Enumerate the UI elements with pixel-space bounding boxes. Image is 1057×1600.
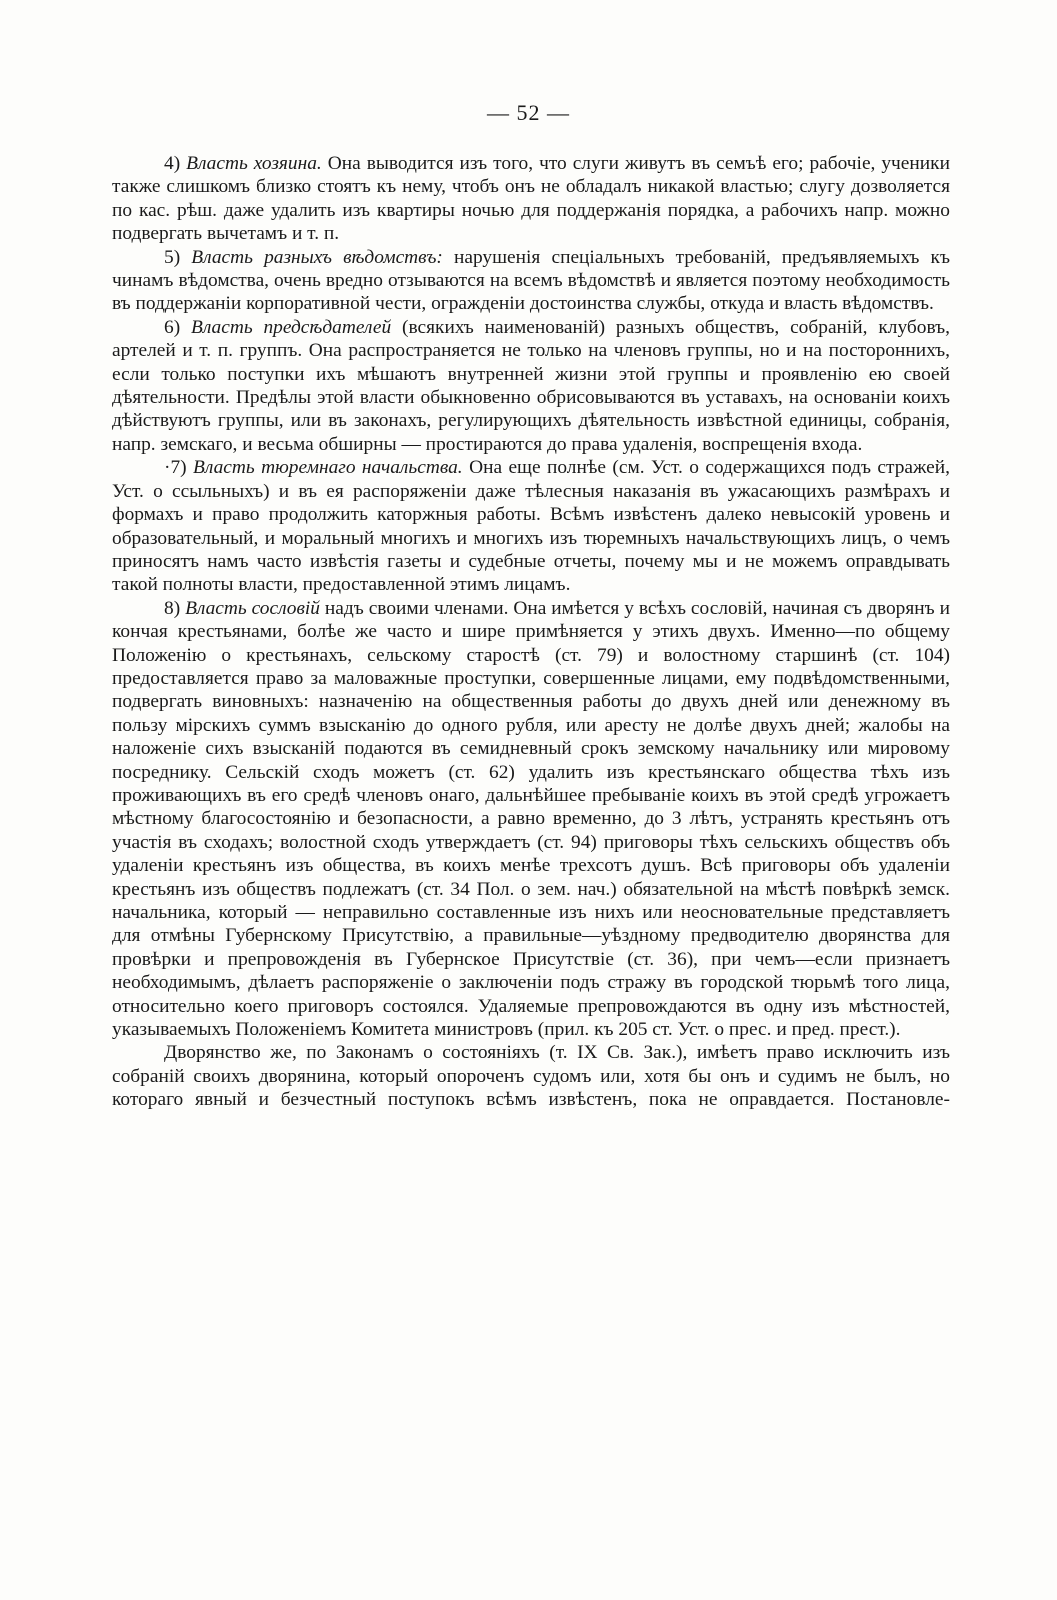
paragraph-7 — [112, 456, 950, 596]
paragraph-text: нарушенія спеціальныхъ требованій, предъявляемыхъ къ чинамъ вѣдомства, очень вредно отзываются на всемъ вѣдомствѣ и является поэтому необходимость въ поддержаніи корпоративной чести, огражденіи достоинства службы, откуда и власть вѣдомствъ. — [112, 246, 950, 315]
page-number: — 52 — — [487, 100, 570, 125]
body-text — [112, 152, 950, 1112]
paragraph-number: 4) — [164, 153, 181, 174]
paragraph-heading: Власть тюремнаго начальства. — [193, 457, 463, 479]
paragraph-number: 8) — [164, 597, 181, 619]
paragraph-text: Она выводится изъ того, что слуги живутъ въ семъѣ его; рабочіе, ученики также слишкомъ близко стоятъ къ нему, чтобъ онъ не обладалъ никакой властью; слугу дозволяется по кас. рѣш. даже удалить изъ квартиры ночью для поддержанія порядка, а рабочихъ напр. можно подвергать вычетамъ и т. п. — [112, 153, 950, 245]
paragraph-4 — [112, 152, 950, 246]
paragraph-text: надъ своими членами. Она имѣется у всѣхъ сословій, начиная съ дворянъ и кончая крестьянами, болѣе же часто и шире примѣняется у этихъ двухъ. Именно—по общему Положенію о крестьянахъ, сельскому старостѣ (ст. 79) и волостному старшинѣ (ст. 104) предоставляется право за маловажные проступки, совершенные лицами, ему подвѣдомственными, подвергать виновныхъ: назначенію на общественныя работы до двухъ дней или денежному въ пользу мірскихъ суммъ взысканію до одного рубля, или аресту не долѣе двухъ дней; жалобы на наложеніе сихъ взысканій подаются въ семидневный срокъ земскому начальнику или мировому посреднику. Сельскій сходъ можетъ (ст. 62) удалить изъ крестьянскаго общества тѣхъ изъ проживающихъ въ его средѣ членовъ онаго, дальнѣйшее пребываніе коихъ въ этой средѣ угрожаетъ мѣстному благосостоянію и безопасности, а равно временно, до 3 лѣтъ, устранять крестьянъ отъ участія въ сходахъ; волостной сходъ утверждаетъ (ст. 94) приговоры тѣхъ сельскихъ обществъ объ удаленіи крестьянъ изъ общества, въ коихъ менѣе трехсотъ душъ. Всѣ приговоры объ удаленіи крестьянъ изъ обществъ подлежатъ (ст. 34 Пол. о зем. нач.) обязательной на мѣстѣ повѣркѣ земск. начальника, который — неправильно составленные изъ нихъ или неосновательные представляетъ для отмѣны Губернскому Присутствію, а правильные—уѣздному предводителю дворянства для провѣрки и препровожденія въ Губернское Присутствіе (ст. 36), при чемъ—если признаетъ необходимымъ, дѣлаетъ распоряженіе о заключеніи подъ стражу въ городской тюрьмѣ того лица, относительно коего приговоръ состоялся. Удаляемые препровождаются въ одну изъ мѣстностей, указываемыхъ Положеніемъ Комитета министровъ (прил. къ 205 ст. Уст. о прес. и пред. прест.). — [112, 597, 950, 1041]
paragraph-5 — [112, 246, 950, 316]
paragraph-text: Дворянство же, по Законамъ о состояніяхъ (т. IX Св. Зак.), имѣетъ право исключить изъ собраній своихъ дворянина, который опороченъ судомъ или, хотя бы онъ и судимъ не былъ, но котораго явный и безчестный поступокъ всѣмъ извѣстенъ, пока не оправдается. Постановле- — [112, 1042, 950, 1111]
paragraph-heading: Власть разныхъ вѣдомствъ: — [191, 246, 443, 268]
paragraph-8 — [112, 597, 950, 1042]
paragraph-heading: Власть предсѣдателей — [190, 316, 392, 338]
paragraph-heading: Власть хозяина. — [186, 153, 322, 174]
paragraph-text: (всякихъ наименованій) разныхъ обществъ, собраній, клубовъ, артелей и т. п. группъ. Она распространяется не только на членовъ группы, но и на постороннихъ, если только поступки ихъ мѣшаютъ внутренней жизни этой группы и проявленію ею своей дѣятельности. Предѣлы этой власти обыкновенно обрисовываются въ уставахъ, на основаніи коихъ дѣйствуютъ группы, или въ законахъ, регулирующихъ дѣятельность извѣстной единицы, собранія, напр. земскаго, и весьма обширны — простираются до права удаленія, воспрещенія входа. — [112, 316, 950, 455]
paragraph-number: ·7) — [164, 457, 187, 479]
paragraph-nobility — [112, 1041, 950, 1111]
paragraph-number: 6) — [164, 316, 181, 338]
paragraph-heading: Власть сословій — [185, 597, 320, 619]
paragraph-text: Она еще полнѣе (см. Уст. о содержащихся подъ стражей, Уст. о ссыльныхъ) и въ ея распоряженіи даже тѣлесныя наказанія въ ужасающихъ размѣрахъ и формахъ и право продолжить каторжныя работы. Всѣмъ извѣстенъ далеко невысокій уровень и образовательный, и моральный многихъ и многихъ изъ тюремныхъ начальствующихъ лицъ, о чемъ приносятъ намъ часто извѣстія газеты и судебные отчеты, почему мы и не можемъ оправдывать такой полноты власти, предоставленной этимъ лицамъ. — [112, 457, 950, 596]
paragraph-6 — [112, 316, 950, 456]
paragraph-number: 5) — [164, 246, 181, 268]
